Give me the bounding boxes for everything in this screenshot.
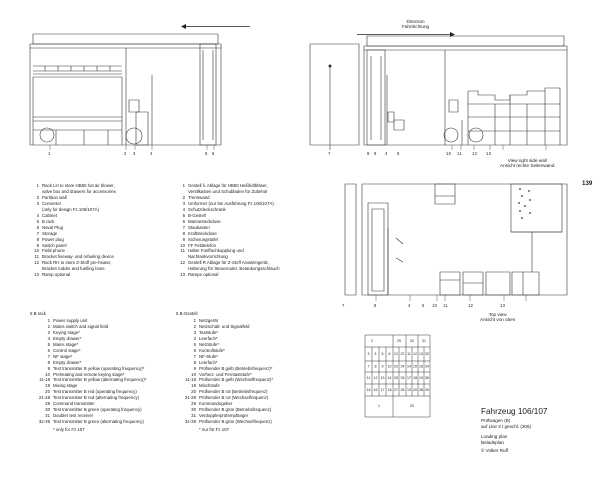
grid-cell: 19 (419, 375, 423, 380)
grid-cell: 39 (425, 387, 429, 392)
callout-1: 1 (48, 151, 51, 156)
rack-row: 11-18 Test transmitter B yellow (alternating frequency)* (39, 377, 147, 383)
callout-3: 3 (133, 151, 136, 156)
legend-row: Nachtankvorrichtung (188, 254, 228, 260)
grid-cell: 19 (407, 387, 411, 392)
rack-row: 7 NF stage* (47, 353, 73, 359)
callout-10: 10 (446, 151, 452, 156)
top-callout-10: 10 (432, 303, 438, 308)
side-view-caption-en: View right side wall (507, 158, 547, 163)
grid-cell: 20 (410, 403, 414, 408)
grid-cell: 18 (387, 387, 392, 392)
rack-row: 9 Test transmitter B yellow (operating frequency)* (47, 365, 145, 371)
callout-2: 2 (124, 151, 127, 156)
legend-row: 10 Field-phone (34, 248, 65, 254)
grid-cell: 32 (425, 351, 429, 356)
grid-cell: 4 (374, 351, 377, 356)
legend-row: Bracket rudder and fuelling hoes (42, 266, 105, 272)
grid-cell: 25 (394, 375, 398, 380)
rack-row: 4 Leerfach* (193, 335, 218, 341)
rack-row: 20 Prüfsender B rot (Betriebsfrequenz) (191, 389, 268, 395)
rack-row: 32-39 Prüfsender B grün (Wechselfrequenz) (184, 419, 272, 425)
grid-cell: 15 (366, 387, 371, 392)
grid-cell: 17 (407, 375, 411, 380)
legend-row: 3 Converter (36, 200, 62, 206)
rack-row: 8 Leerfach* (193, 359, 218, 365)
rack-row: 10 Vorheiz- und Ferntaststufe* (191, 371, 252, 377)
rack-row: 8 Empty drawer* (47, 359, 82, 365)
legend-row: 5 B rack (36, 218, 55, 224)
rack-row: 4 Empty drawer* (47, 335, 82, 341)
grid-cell: 11 (407, 351, 411, 356)
top-view-caption-en: Top view (488, 312, 507, 317)
vehicle-info (481, 407, 547, 454)
top-callout-7: 7 (342, 303, 345, 308)
rack-row: 3 Taststufe* (193, 329, 219, 335)
grid-cell: 24 (400, 364, 405, 369)
top-callout-12: 12 (468, 303, 474, 308)
legend-row: 9 Sicherungstafel (182, 236, 218, 242)
rack-note-de: * nur für Fz.107 (199, 427, 229, 433)
callout-13: 13 (486, 151, 492, 156)
legend-row: 8 Kraftsteckdose (182, 230, 217, 236)
grid-cell: 16 (373, 387, 378, 392)
rack-row: 9 Prüfsender B gelb (Betriebsfrequenz)* (193, 365, 273, 371)
grid-cell: 30 (410, 338, 414, 343)
rack-row: 30 Prüfsender B grün (Betriebsfrequenz) (191, 407, 272, 413)
callout-8: 8 (367, 151, 370, 156)
legend-row: 6 Naval Plug (36, 224, 64, 230)
legend-row: 1 Gestell li. Ablage für HB50 Heißluftbläser, (182, 183, 268, 188)
grid-cell: 21 (394, 351, 398, 356)
credit: © Volker Ruff (481, 448, 509, 453)
legend-row: 9 Switch panel (36, 242, 67, 248)
legend-row: 13 Ramp optional (34, 272, 71, 278)
grid-cell: 16 (419, 364, 423, 369)
top-callout-13: 13 (500, 303, 506, 308)
legend-row: (only for design Fz.106/107A) (42, 206, 99, 212)
grid-cell: 12 (373, 375, 378, 380)
side-view-caption-de: Ansicht rechte Seitenwand (500, 163, 555, 169)
rack-row: 29 Command transmitter (45, 401, 95, 407)
rack-row: 1 Netzgerät (193, 317, 218, 323)
rack-row: 31 Verdopplerprüfempfänger (191, 413, 249, 419)
rack-row: 19 Mischstufe (191, 383, 220, 389)
direction-de: Fahrtrichtung (402, 24, 430, 30)
legend-row: 4 Schutzdeckschrank (182, 206, 226, 212)
rack-row: 1 Power supply unit (47, 317, 88, 323)
callout-5b: 5 (397, 151, 400, 156)
legend-row: 11 Bracket fiveway- and refueling device (34, 254, 114, 260)
grid-cell: 26 (400, 375, 405, 380)
rack-row: 3 Keying stage* (47, 329, 80, 335)
loading-plan-en: Loading plan (481, 434, 508, 439)
b-rack-title-de: 5 B-Gestell (176, 311, 198, 316)
grid-cell: 9 (381, 364, 384, 369)
vehicle-line2: auf Lkw 3 t geschl. (306) (481, 424, 532, 429)
grid-cell: 23 (394, 364, 398, 369)
rack-row: 30 Test transmitter B green (operating frequency) (45, 407, 142, 413)
rack-row: 32-39 Test transmitter B green (alternating frequency) (38, 419, 144, 425)
legend-row: 12 Gestell R Ablage für Z-Stoff Anwärmgerät, (180, 260, 269, 266)
grid-cell: 22 (400, 351, 405, 356)
grid-cell: 13 (380, 375, 385, 380)
top-callout-11: 11 (443, 303, 448, 308)
callout-5: 5 (205, 151, 208, 156)
rack-row: 5 Mains stage* (47, 341, 79, 347)
grid-cell: 7 (367, 364, 370, 369)
rack-note-en: * only for Fz.107 (53, 427, 85, 433)
legend-row: 6 Marinesteckdose (182, 218, 221, 224)
loading-plan-de: Beladeplan (481, 440, 504, 445)
grid-cell: 36 (425, 375, 429, 380)
vehicle-line1: Prüfwagen (B) (481, 418, 511, 423)
rack-row: 21-28 Test transmitter B red (alternating frequency) (38, 395, 139, 401)
legend-row: 11 Halter Fünffachkupplung und (180, 248, 244, 254)
grid-cell: 34 (425, 364, 429, 369)
rack-row: 6 Control stage* (47, 347, 81, 353)
legend-row: Ventilkasten und Schubladen für Zubehör (188, 188, 268, 194)
grid-cell: 18 (413, 375, 417, 380)
legend-row: 12 Rack RH to store Z-Stoff pre-heater, (34, 260, 112, 266)
grid-cell: 11 (366, 375, 371, 380)
rack-row: 20 Test transmitter B red (operating frequency) (45, 389, 137, 395)
legend-row: 2 Partition wall (36, 194, 67, 200)
rack-row: 31 Doubler test receiver (45, 413, 94, 419)
legend-row: 13 Rampe optional (180, 272, 219, 278)
grid-cell: 6 (388, 351, 391, 356)
legend-row: 8 Power plug (36, 236, 64, 242)
legend-row: valve box and drawers for accessories (42, 188, 116, 194)
grid-cell: 13 (419, 351, 423, 356)
grid-cell: 14 (407, 364, 411, 369)
rack-row: 21-28 Prüfsender B rot (Wechselfrequenz) (184, 395, 269, 401)
top-callout-4: 4 (408, 303, 411, 308)
top-callout-8: 8 (374, 303, 377, 308)
top-callout-5: 5 (422, 303, 425, 308)
b-rack-title-en: 5 B rack (30, 311, 46, 316)
legend-row: 4 Cabinet (36, 212, 57, 218)
grid-cell: 38 (419, 387, 423, 392)
grid-cell: 1 (378, 403, 380, 408)
rack-row: 10 Preheating and remote keying stage* (45, 371, 125, 377)
page-number: 139 (582, 180, 593, 187)
callout-6: 6 (212, 151, 215, 156)
grid-cell: 3 (367, 351, 370, 356)
grid-cell: 2 (371, 338, 373, 343)
grid-cell: 27 (394, 387, 398, 392)
legend-row: 7 Staukasten (182, 224, 210, 230)
grid-cell: 17 (380, 387, 385, 392)
grid-cell: 14 (387, 375, 392, 380)
callout-12: 12 (472, 151, 478, 156)
grid-cell: 29 (397, 338, 401, 343)
rack-row: 11-18 Prüfsender B gelb (Wechselfrequenz)* (185, 377, 274, 383)
legend-row: 7 Storage (36, 230, 58, 236)
callout-11: 11 (457, 151, 462, 156)
grid-cell: 5 (381, 351, 384, 356)
legend-row: 3 Umformer (nur bei Ausführung Fz.106/107A) (182, 200, 274, 206)
legend-row: 1 Rack LH to store HB50 hot air blower, (36, 183, 115, 188)
grid-cell: 15 (413, 364, 417, 369)
legend-row: 10 FF Feldtelefon (180, 242, 217, 248)
grid-cell: 8 (374, 364, 377, 369)
callout-7: 7 (328, 151, 331, 156)
rack-row: 19 Mixing stage (45, 383, 78, 389)
legend-row: Halterung für Steuerruder, Betankungsschlauch (188, 266, 280, 272)
rack-row: 5 Netzstufe* (193, 341, 220, 347)
callout-4: 4 (150, 151, 153, 156)
rack-row: 29 Kommandogeber (191, 401, 233, 407)
grid-cell: 10 (387, 364, 392, 369)
direction-en: Direction (406, 19, 425, 24)
grid-cell: 12 (413, 351, 417, 356)
legend-row: 5 B-Gestell (182, 212, 206, 218)
callout-4b: 4 (385, 151, 388, 156)
grid-cell: 31 (422, 338, 426, 343)
grid-cell: 20 (413, 387, 417, 392)
rack-row: 6 Kontrollstufe* (193, 347, 225, 353)
grid-cell: 28 (400, 387, 405, 392)
vehicle-title: Fahrzeug 106/107 (481, 407, 548, 416)
rack-row: 2 Netzschalt- und Signalfeld (193, 323, 250, 329)
rack-row: 2 Mains switch and signal field (47, 323, 109, 329)
legend-row: 2 Trennwand (182, 194, 210, 200)
callout-9: 9 (374, 151, 377, 156)
rack-row: 7 NF-Stufe* (193, 353, 219, 359)
top-view-caption-de: Ansicht von oben (480, 317, 516, 323)
